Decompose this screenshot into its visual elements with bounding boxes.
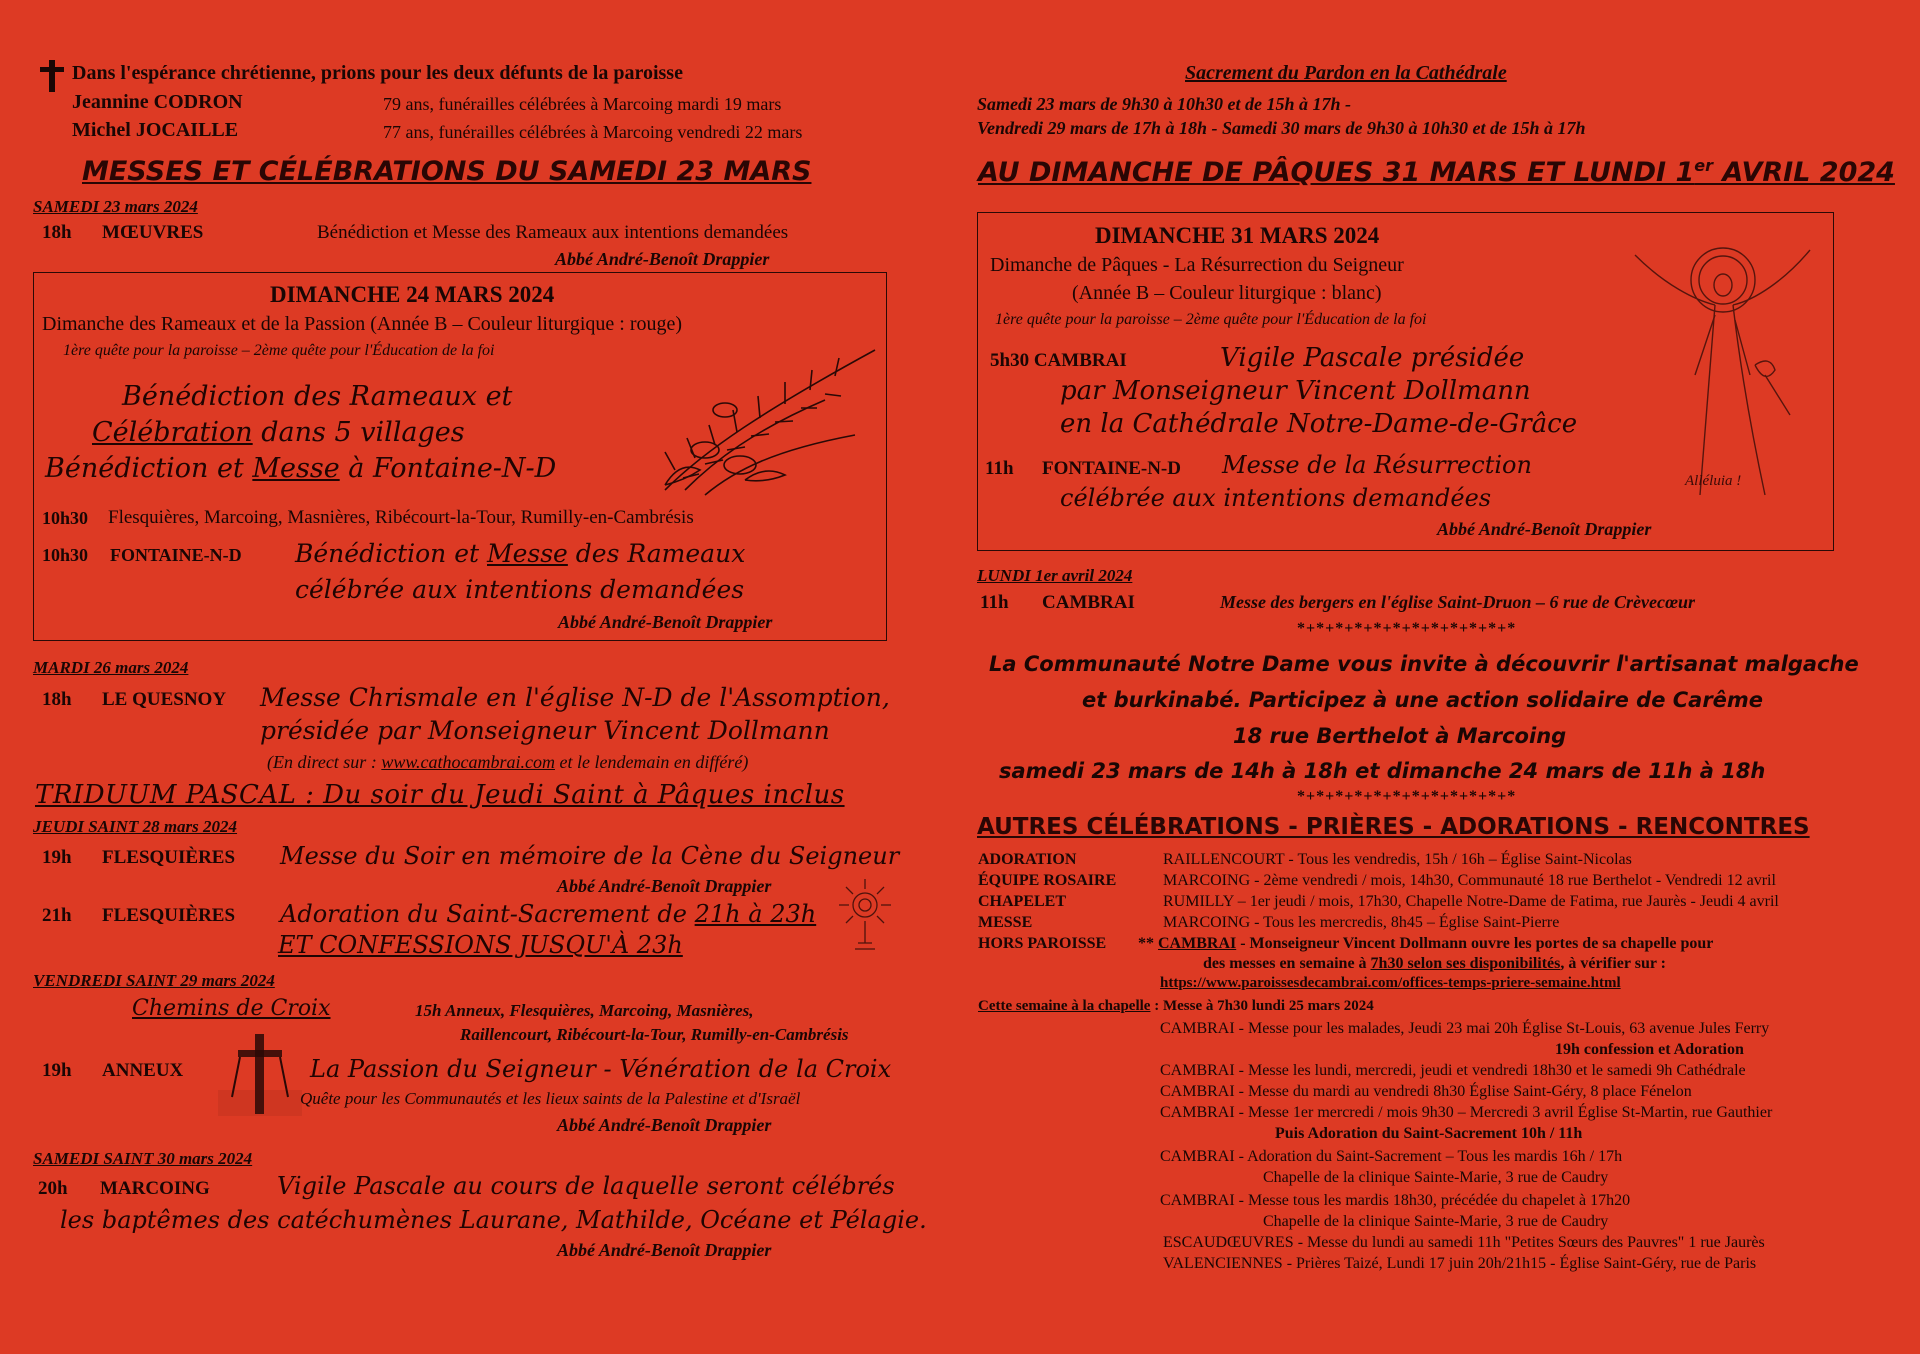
other-line-10: Chapelle de la clinique Sainte-Marie, 3 rue de Caudry — [1263, 1213, 1609, 1230]
risen-christ-illustration — [1615, 225, 1815, 505]
priest-sat30: Abbé André-Benoît Drappier — [557, 1240, 772, 1260]
chapelle-line: Cette semaine à la chapelle : Messe à 7h30 lundi 25 mars 2024 — [978, 998, 1374, 1014]
sun24-line2-time: 10h30 — [42, 545, 89, 565]
chemins-de-croix: Chemins de Croix — [132, 996, 331, 1021]
other-line-7: CAMBRAI - Adoration du Saint-Sacrement – Tous les mardis 16h / 17h — [1160, 1148, 1623, 1165]
desc-tue26-1: Messe Chrismale en l'église N-D de l'Assomption, — [260, 683, 890, 712]
community-line-3: 18 rue Berthelot à Marcoing — [1233, 724, 1567, 748]
other-line-5: CAMBRAI - Messe 1er mercredi / mois 9h30 – Mercredi 3 avril Église St-Martin, rue Gauthier — [1160, 1104, 1773, 1121]
place-sat23: MŒUVRES — [102, 222, 204, 243]
autres-key-2: ÉQUIPE ROSAIRE — [978, 872, 1117, 889]
day-label-tue26: MARDI 26 mars 2024 — [33, 658, 189, 677]
sun31-desc-2a: Messe de la Résurrection — [1222, 451, 1532, 479]
time-sat30: 20h — [38, 1178, 68, 1199]
deceased-info-1: 79 ans, funérailles célébrées à Marcoing mardi 19 mars — [383, 94, 782, 114]
sun24-line2-place: FONTAINE-N-D — [110, 545, 242, 565]
other-line-12: VALENCIENNES - Prières Taizé, Lundi 17 juin 20h/21h15 - Église Saint-Géry, rue de Paris — [1163, 1255, 1757, 1272]
desc-thu28-2: Adoration du Saint-Sacrement de 21h à 23h — [280, 900, 817, 928]
time-tue26: 18h — [42, 689, 72, 710]
sun31-title: DIMANCHE 31 MARS 2024 — [1095, 223, 1380, 248]
sun24-title: DIMANCHE 24 MARS 2024 — [270, 282, 555, 307]
sun24-line1-text: Flesquières, Marcoing, Masnières, Ribécourt-la-Tour, Rumilly-en-Cambrésis — [108, 507, 694, 528]
autres-val-1: RAILLENCOURT - Tous les vendredis, 15h / 16h – Église Saint-Nicolas — [1163, 851, 1632, 868]
priest-sun31: Abbé André-Benoît Drappier — [1437, 519, 1652, 539]
desc-sat30-2: les baptêmes des catéchumènes Laurane, Mathilde, Océane et Pélagie. — [60, 1206, 927, 1234]
star-divider-1: *+*+*+*+*+*+*+*+*+*+*+* — [1297, 620, 1517, 637]
sun31-subtitle-2: (Année B – Couleur liturgique : blanc) — [1072, 282, 1382, 304]
place-tue26: LE QUESNOY — [102, 689, 227, 710]
sun31-subtitle: Dimanche de Pâques - La Résurrection du Seigneur — [990, 254, 1404, 276]
time-mon1: 11h — [980, 592, 1009, 613]
priest-sun24: Abbé André-Benoît Drappier — [558, 612, 773, 632]
other-line-4: CAMBRAI - Messe du mardi au vendredi 8h30 Église Saint-Géry, 8 place Fénelon — [1160, 1083, 1692, 1100]
day-label-mon1: LUNDI 1er avril 2024 — [977, 566, 1133, 585]
other-line-8: Chapelle de la clinique Sainte-Marie, 3 rue de Caudry — [1263, 1169, 1609, 1186]
sun24-script-2: Célébration dans 5 villages — [92, 417, 465, 448]
star-divider-2: *+*+*+*+*+*+*+*+*+*+*+* — [1297, 788, 1517, 805]
sun31-desc-2b: célébrée aux intentions demandées — [1060, 484, 1492, 512]
deceased-name-1: Jeannine CODRON — [72, 91, 243, 113]
autres-key-3: CHAPELET — [978, 893, 1067, 910]
alleluia-text: Alléluia ! — [1685, 473, 1742, 489]
sun31-quete: 1ère quête pour la paroisse – 2ème quête pour l'Éducation de la foi — [995, 311, 1427, 328]
sun24-subtitle: Dimanche des Rameaux et de la Passion (Année B – Couleur liturgique : rouge) — [42, 313, 683, 335]
cross-with-cloth-illustration — [210, 1030, 310, 1120]
community-line-4: samedi 23 mars de 14h à 18h et dimanche 24 mars de 11h à 18h — [999, 759, 1766, 783]
place-mon1: CAMBRAI — [1042, 592, 1135, 613]
priest-fri29: Abbé André-Benoît Drappier — [557, 1115, 772, 1135]
autres-val-2: MARCOING - 2ème vendredi / mois, 14h30, Communauté 18 rue Berthelot - Vendredi 12 avril — [1163, 872, 1776, 889]
day-label-thu28: JEUDI SAINT 28 mars 2024 — [33, 817, 238, 836]
pardon-line-1: Samedi 23 mars de 9h30 à 10h30 et de 15h à 17h - — [977, 94, 1352, 114]
sun24-quete: 1ère quête pour la paroisse – 2ème quête pour l'Éducation de la foi — [63, 342, 495, 359]
intro-text: Dans l'espérance chrétienne, prions pour les deux défunts de la paroisse — [72, 62, 683, 84]
autres-key-4: MESSE — [978, 914, 1033, 931]
live-stream-note: (En direct sur : www.cathocambrai.com et le lendemain en différé) — [267, 752, 749, 772]
time-thu28-2: 21h — [42, 905, 72, 926]
cross-icon — [38, 58, 66, 94]
quete-fri29: Quête pour les Communautés et les lieux saints de la Palestine et d'Israël — [300, 1089, 801, 1108]
other-line-6: Puis Adoration du Saint-Sacrement 10h / 11h — [1275, 1125, 1583, 1142]
hors-line-2: des messes en semaine à 7h30 selon ses disponibilités, à vérifier sur : — [1203, 955, 1666, 972]
desc-tue26-2: présidée par Monseigneur Vincent Dollmann — [260, 716, 830, 745]
priest-sat23: Abbé André-Benoît Drappier — [555, 249, 770, 269]
deceased-name-2: Michel JOCAILLE — [72, 119, 239, 141]
sun24-line2-desc: Bénédiction et Messe des Rameaux — [295, 539, 746, 568]
pardon-title: Sacrement du Pardon en la Cathédrale — [1185, 62, 1507, 84]
sun31-desc-1b: par Monseigneur Vincent Dollmann — [1060, 376, 1531, 406]
desc-fri29: La Passion du Seigneur - Vénération de la Croix — [310, 1055, 892, 1083]
sun31-time-1: 5h30 CAMBRAI — [990, 350, 1127, 371]
hors-key: HORS PAROISSE — [978, 935, 1107, 952]
autres-val-4: MARCOING - Tous les mercredis, 8h45 – Église Saint-Pierre — [1163, 914, 1560, 931]
autres-title: AUTRES CÉLÉBRATIONS - PRIÈRES - ADORATIONS - RENCONTRES — [977, 814, 1810, 840]
time-sat23: 18h — [42, 222, 72, 243]
paroisses-cambrai-link[interactable]: https://www.paroissesdecambrai.com/offices-temps-priere-semaine.html — [1160, 975, 1621, 991]
day-label-fri29: VENDREDI SAINT 29 mars 2024 — [33, 971, 275, 990]
place-sat30: MARCOING — [100, 1178, 210, 1199]
other-line-2: 19h confession et Adoration — [1555, 1041, 1744, 1058]
desc-thu28-1: Messe du Soir en mémoire de la Cène du Seigneur — [280, 842, 900, 870]
monstrance-icon — [830, 875, 900, 955]
chemins-line-1: 15h Anneux, Flesquières, Marcoing, Masnières, — [415, 1001, 754, 1020]
section-title-saturday: MESSES ET CÉLÉBRATIONS DU SAMEDI 23 MARS — [82, 156, 812, 187]
other-line-3: CAMBRAI - Messe les lundi, mercredi, jeudi et vendredi 18h30 et le samedi 9h Cathédrale — [1160, 1062, 1746, 1079]
sun24-script-1: Bénédiction des Rameaux et — [122, 381, 513, 412]
autres-val-3: RUMILLY – 1er jeudi / mois, 17h30, Chapelle Notre-Dame de Fatima, rue Jaurès - Jeudi 4 avril — [1163, 893, 1779, 910]
other-line-9: CAMBRAI - Messe tous les mardis 18h30, précédée du chapelet à 17h20 — [1160, 1192, 1631, 1209]
palm-branches-illustration — [645, 340, 895, 500]
sun24-script-3: Bénédiction et Messe à Fontaine-N-D — [45, 453, 557, 484]
desc-sat30-1: Vigile Pascale au cours de laquelle seront célébrés — [277, 1172, 895, 1200]
deceased-info-2: 77 ans, funérailles célébrées à Marcoing vendredi 22 mars — [383, 122, 803, 142]
pardon-line-2: Vendredi 29 mars de 17h à 18h - Samedi 30 mars de 9h30 à 10h30 et de 15h à 17h — [977, 118, 1586, 138]
priest-thu28: Abbé André-Benoît Drappier — [557, 876, 772, 896]
triduum-title: TRIDUUM PASCAL : Du soir du Jeudi Saint à Pâques inclus — [35, 780, 845, 810]
community-line-2: et burkinabé. Participez à une action solidaire de Carême — [1082, 688, 1764, 712]
other-line-11: ESCAUDŒUVRES - Messe du lundi au samedi 11h "Petites Sœurs des Pauvres" 1 rue Jaurès — [1163, 1234, 1765, 1251]
time-thu28-1: 19h — [42, 847, 72, 868]
hors-url — [1160, 975, 1621, 992]
day-label-sat23: SAMEDI 23 mars 2024 — [33, 197, 198, 216]
sun31-place-2: FONTAINE-N-D — [1042, 458, 1181, 479]
desc-thu28-3: ET CONFESSIONS JUSQU'À 23h — [278, 931, 683, 959]
other-line-1: CAMBRAI - Messe pour les malades, Jeudi 23 mai 20h Église St-Louis, 63 avenue Jules Ferry — [1160, 1020, 1770, 1037]
place-thu28-1: FLESQUIÈRES — [102, 847, 236, 868]
time-fri29: 19h — [42, 1060, 72, 1081]
day-label-sat30: SAMEDI SAINT 30 mars 2024 — [33, 1149, 253, 1168]
sun24-line1-time: 10h30 — [42, 508, 89, 528]
sun31-time-2: 11h — [985, 458, 1014, 479]
sun31-desc-1a: Vigile Pascale présidée — [1220, 343, 1525, 373]
hors-line-1: ** CAMBRAI - Monseigneur Vincent Dollmann ouvre les portes de sa chapelle pour — [1138, 935, 1714, 952]
desc-sat23: Bénédiction et Messe des Rameaux aux intentions demandées — [317, 222, 789, 243]
section-title-easter: AU DIMANCHE DE PÂQUES 31 MARS ET LUNDI 1er AVRIL 2024 — [978, 156, 1895, 188]
community-line-1: La Communauté Notre Dame vous invite à découvrir l'artisanat malgache — [989, 652, 1859, 676]
desc-mon1: Messe des bergers en l'église Saint-Druon – 6 rue de Crèvecœur — [1220, 592, 1695, 612]
chemins-line-2: Raillencourt, Ribécourt-la-Tour, Rumilly-en-Cambrésis — [460, 1025, 849, 1044]
sun31-desc-1c: en la Cathédrale Notre-Dame-de-Grâce — [1060, 409, 1578, 439]
place-thu28-2: FLESQUIÈRES — [102, 905, 236, 926]
cathocambrai-link[interactable]: www.cathocambrai.com — [381, 752, 555, 772]
autres-key-1: ADORATION — [978, 851, 1077, 868]
sun24-line2-desc-2: célébrée aux intentions demandées — [295, 575, 745, 604]
place-fri29: ANNEUX — [102, 1060, 184, 1081]
